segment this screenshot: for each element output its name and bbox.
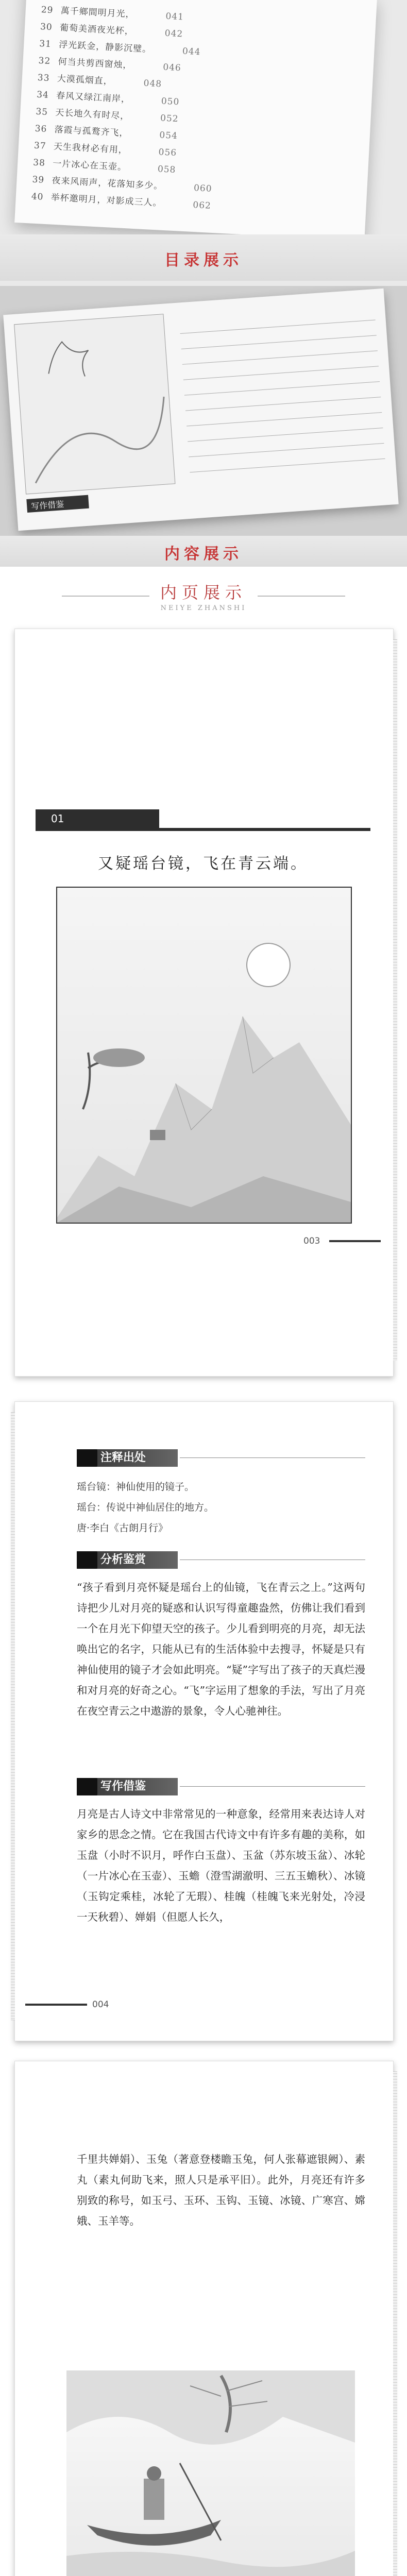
annotation-title: 注释出处 xyxy=(77,1449,178,1467)
catalog-row-page: 044 xyxy=(182,46,201,58)
chapter-rule xyxy=(36,828,370,831)
catalog-row-number: 30 xyxy=(40,21,53,33)
catalog-row xyxy=(34,138,177,158)
page-edge xyxy=(393,639,397,1361)
catalog-row-title: 天生我材必有用， xyxy=(53,141,128,156)
annotation-heading xyxy=(77,1449,365,1467)
catalog-row-page: 058 xyxy=(157,164,176,176)
page-number: 004 xyxy=(92,1999,109,2010)
catalog-row-page: 062 xyxy=(192,199,212,211)
catalog-row-number: 31 xyxy=(39,38,52,50)
catalog-row-number: 33 xyxy=(37,72,50,84)
page-number-bar xyxy=(25,2004,87,2006)
catalog-row-number: 38 xyxy=(32,157,46,168)
heading-rule-right xyxy=(258,596,345,597)
catalog-row-page: 052 xyxy=(160,113,179,125)
catalog-row-number: 36 xyxy=(35,123,47,134)
catalog-row xyxy=(41,2,184,22)
catalog-row-number: 35 xyxy=(35,106,48,117)
catalog-row-title: 夜来风雨声，花落知多少。 xyxy=(51,175,163,192)
catalog-row-number: 39 xyxy=(32,174,45,185)
inner-page-004 xyxy=(14,1401,394,2041)
boat-river-illustration xyxy=(66,2370,355,2576)
catalog-row xyxy=(35,121,178,141)
catalog-row xyxy=(33,155,176,175)
chapter-number: 01 xyxy=(36,809,159,828)
analysis-title: 分析鉴赏 xyxy=(77,1551,178,1569)
page-number-bar xyxy=(329,1240,381,1242)
borrowing-heading xyxy=(77,1778,365,1795)
ink-brush-icon xyxy=(77,1778,97,1795)
catalog-row-page: 042 xyxy=(164,28,183,40)
ink-brush-icon xyxy=(77,1449,97,1467)
landscape-painting xyxy=(56,887,352,1224)
catalog-row-number: 32 xyxy=(38,55,51,67)
note-source: 唐·李白《古朗月行》 xyxy=(77,1522,168,1534)
catalog-row-title: 一片冰心在玉壶。 xyxy=(52,158,127,173)
catalog-row-number: 40 xyxy=(31,191,44,202)
catalog-row-title: 举杯邀明月，对影成三人。 xyxy=(50,192,163,209)
continued-text: 千里共婵娟）、玉兔（著意登楼瞻玉兔，何人张幕遮银阙）、素丸（素丸何助飞来，照人只是承平旧）。此外，月亮还有许多别致的称号，如玉弓、玉环、玉钩、玉镜、冰镜、广寒宫、嫦娥、玉羊等。 xyxy=(77,2153,365,2227)
catalog-row xyxy=(38,53,181,73)
catalog-row-number: 29 xyxy=(41,5,54,16)
catalog-row-title: 落霞与孤鹜齐飞， xyxy=(54,124,129,139)
heading-rule-left xyxy=(62,596,149,597)
page-edge xyxy=(11,1412,15,2020)
borrowing-text: 月亮是古人诗文中非常常见的一种意象，经常用来表达诗人对家乡的思念之情。它在我国古代诗文中有许多有趣的美称，如玉盘（小时不识月，呼作白玉盘）、玉盆（苏东坡玉盆）、冰轮（一片冰心在玉壶）、玉蟾（澄雪湖澈明、三五玉蟾秋）、冰镜（玉钩定乘桂，冰轮了无瑕）、桂魄（桂魄飞来光射处，冷浸一天秋碧）、婵娟（但愿人长久， xyxy=(77,1808,365,1923)
ink-brush-icon xyxy=(77,1551,97,1569)
catalog-row-number: 34 xyxy=(36,89,49,101)
catalog-row-title: 葡萄美酒夜光杯， xyxy=(59,22,134,37)
catalog-row-page: 046 xyxy=(162,62,182,74)
page-edge xyxy=(393,2072,397,2576)
poem-verse: 又疑瑶台镜，飞在青云端。 xyxy=(98,855,308,873)
catalog-row-page: 054 xyxy=(159,130,178,142)
catalog-row-page: 056 xyxy=(158,147,177,159)
analysis-text: “孩子看到月亮怀疑是瑶台上的仙镜，飞在青云之上。”这两句诗把少儿对月亮的疑惑和认识写得童趣盎然，仿佛让我们看到一个在月光下仰望天空的孩子。少儿看到明亮的月亮，却无法唤出它的名字，只能从已有的生活体验中去搜寻，怀疑是只有神仙使用的镜子才会如此明亮。“疑”字写出了孩子的天真烂漫和对月亮的好奇之心。“飞”字运用了想象的手法，写出了月亮在夜空青云之中遨游的景象，令人心驰神往。 xyxy=(77,1581,365,1717)
catalog-row-page: 060 xyxy=(193,183,213,194)
catalog-page-photo xyxy=(14,0,377,241)
inner-page-005 xyxy=(14,2061,394,2576)
catalog-row-title: 春风又绿江南岸， xyxy=(56,90,131,105)
catalog-row-title: 萬千鄉間明月光， xyxy=(60,6,135,20)
inner-page-003 xyxy=(14,629,394,1377)
content-label: 内容展示 xyxy=(164,545,243,563)
borrowing-title: 写作借鉴 xyxy=(77,1778,178,1795)
page-number: 003 xyxy=(303,1236,320,1246)
catalog-row-title: 天长地久有时尽， xyxy=(55,107,130,122)
catalog-row-title: 大漠孤烟直， xyxy=(57,73,113,87)
content-photo-tab: 写作借鉴 xyxy=(30,499,64,512)
catalog-label: 目录展示 xyxy=(164,251,243,269)
note-line: 瑶台：传说中神仙居住的地方。 xyxy=(77,1502,214,1513)
catalog-row-page: 050 xyxy=(161,96,180,108)
catalog-row-page: 041 xyxy=(165,11,184,23)
content-showcase xyxy=(0,286,407,562)
note-line: 瑶台镜：神仙使用的镜子。 xyxy=(77,1481,195,1493)
inner-pages-pinyin: NEIYE ZHANSHI xyxy=(160,604,247,612)
catalog-row xyxy=(40,19,183,39)
mountain-moon-illustration xyxy=(57,888,351,1223)
analysis-heading xyxy=(77,1551,365,1569)
catalog-row xyxy=(37,70,162,90)
catalog-row-page: 048 xyxy=(143,78,162,90)
content-page-photo xyxy=(3,289,398,531)
inner-pages-heading xyxy=(0,580,407,612)
catalog-row xyxy=(37,87,180,107)
boat-painting xyxy=(66,2370,355,2576)
catalog-row xyxy=(36,104,179,124)
content-page-illustration xyxy=(3,289,398,531)
catalog-row-title: 浮光跃金，静影沉璧。 xyxy=(58,39,152,55)
catalog-row-title: 何当共剪西窗烛， xyxy=(58,56,132,71)
catalog-row-number: 37 xyxy=(33,140,47,151)
heading-rule xyxy=(180,1786,365,1787)
inner-pages-title: 内页展示 xyxy=(160,583,247,602)
